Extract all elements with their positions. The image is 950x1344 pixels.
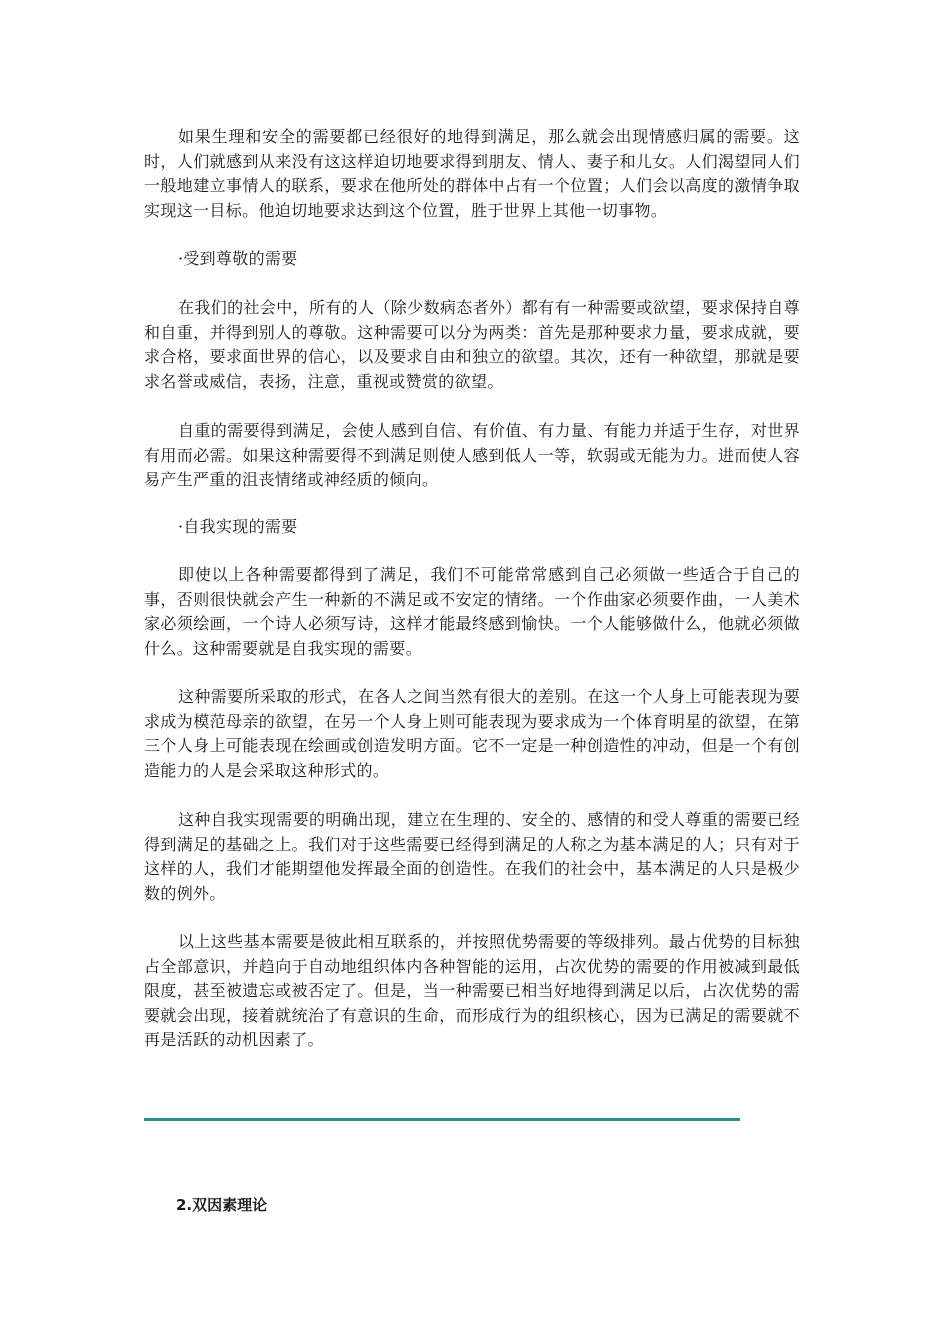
paragraph-hierarchy: 以上这些基本需要是彼此相互联系的，并按照优势需要的等级排列。最占优势的目标独占全部意识，并趋向于自动地组织体内各种智能的运用，占次优势的需要的作用被减到最低限度，甚至被遗忘或被否定了。但是，当一种需要已相当好地得到满足以后，占次优势的需要就会出现，接着就统治了有意识的生命，而形成行为的组织核心，因为已满足的需要就不再是活跃的动机因素了。 [144,932,800,1049]
paragraph-self-respect: 自重的需要得到满足，会使人感到自信、有价值、有力量、有能力并适于生存，对世界有用而必需。如果这种需要得不到满足则使人感到低人一等，软弱或无能为力。进而使人容易产生严重的沮丧情绪或神经质的倾向。 [144,421,800,489]
paragraph-emergence: 这种自我实现需要的明确出现，建立在生理的、安全的、感情的和受人尊重的需要已经得到满足的基础之上。我们对于这些需要已经得到满足的人称之为基本满足的人；只有对于这样的人，我们才能期望他发挥最全面的创造性。在我们的社会中，基本满足的人只是极少数的例外。 [144,810,800,903]
paragraph-love-belonging: 如果生理和安全的需要都已经很好的地得到满足，那么就会出现情感归属的需要。这时，人们就感到从来没有这这样迫切地要求得到朋友、情人、妻子和儿女。人们渴望同人们一般地建立事情人的联系，要求在他所处的群体中占有一个位置；人们会以高度的激情争取实现这一目标。他迫切地要求达到这个位置，胜于世界上其他一切事物。 [144,127,800,220]
paragraph-forms: 这种需要所采取的形式，在各人之间当然有很大的差别。在这一个人身上可能表现为要求成为模范母亲的欲望，在另一个人身上则可能表现为要求成为一个体育明星的欲望，在第三个人身上可能表现在绘画或创造发明方面。它不一定是一种创造性的冲动，但是一个有创造能力的人是会采取这种形式的。 [144,687,800,780]
section-divider [144,1118,740,1121]
bullet-self-actualization: ·自我实现的需要 [178,517,298,536]
bullet-esteem-needs: ·受到尊敬的需要 [178,249,298,268]
section-heading: 2.双因素理论 [176,1196,268,1214]
paragraph-esteem-definition: 在我们的社会中，所有的人（除少数病态者外）都有有一种需要或欲望，要求保持自尊和自重，并得到别人的尊敬。这种需要可以分为两类：首先是那种要求力量，要求成就，要求合格，要求面世界的信心，以及要求自由和独立的欲望。其次，还有一种欲望，那就是要求名誉或威信，表扬，注意，重视或赞赏的欲望。 [144,298,800,391]
paragraph-self-actualization: 即使以上各种需要都得到了满足，我们不可能常常感到自己必须做一些适合于自己的事，否则很快就会产生一种新的不满足或不安定的情绪。一个作曲家必须要作曲，一人美术家必须绘画，一个诗人必须写诗，这样才能最终感到愉快。一个人能够做什么，他就必须做什么。这种需要就是自我实现的需要。 [144,565,800,658]
